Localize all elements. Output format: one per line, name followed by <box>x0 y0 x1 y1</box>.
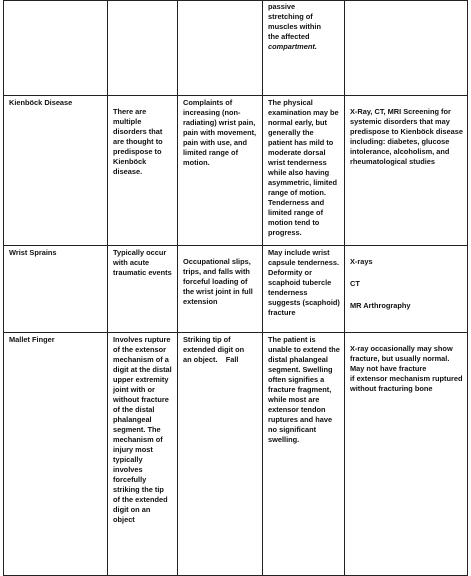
exam-line: range of motion. <box>268 188 326 197</box>
risk-line: typically <box>113 455 143 464</box>
risk-line: joint with or <box>113 385 155 394</box>
cell-condition <box>4 333 108 576</box>
exam-line: swelling. <box>268 435 300 444</box>
risk-line: of the distal <box>113 405 155 414</box>
risk-line: segment. The <box>113 425 161 434</box>
cell-condition-empty <box>4 1 108 96</box>
diagnostics-line: May not have fracture <box>350 364 427 373</box>
risk-line: Kienböck <box>113 157 147 166</box>
cell-risk <box>108 246 178 333</box>
exam-line: fracture <box>268 308 296 317</box>
risk-line: forcefully <box>113 475 147 484</box>
table-row-kienbock <box>4 96 468 246</box>
cell-diagnostics <box>345 246 468 333</box>
risk-line: object <box>113 515 135 524</box>
presentation-line: trips, and falls with <box>183 267 250 276</box>
exam-line: The physical <box>268 98 313 107</box>
cell-risk-empty <box>108 1 178 96</box>
exam-line: the affected <box>268 32 310 41</box>
exam-line: ruptures and have <box>268 415 333 424</box>
presentation-line: radiating) wrist pain, <box>183 118 256 127</box>
risk-line: of the extensor <box>113 345 166 354</box>
diagnostics-line: predispose to Kienböck disease <box>350 127 463 136</box>
risk-line: striking the tip <box>113 485 164 494</box>
risk-line: multiple <box>113 117 142 126</box>
presentation-line: pain with movement, <box>183 128 257 137</box>
cell-presentation-empty <box>178 1 263 96</box>
diagnostics-line: including: diabetes, glucose <box>350 137 450 146</box>
diagnostics-line: CT <box>350 279 360 288</box>
exam-line: stretching of <box>268 12 313 21</box>
presentation-line: the wrist joint in full <box>183 287 253 296</box>
condition-name: Wrist Sprains <box>9 248 57 257</box>
diagnostics-line: X-rays <box>350 257 373 266</box>
diagnostics-line: intolerance, alcoholism, and <box>350 147 450 156</box>
presentation-line: motion. <box>183 158 210 167</box>
risk-line: are thought to <box>113 137 163 146</box>
exam-line: progress. <box>268 228 302 237</box>
presentation-line: extension <box>183 297 218 306</box>
risk-line: phalangeal <box>113 415 152 424</box>
cell-risk <box>108 96 178 246</box>
cell-presentation <box>178 96 263 246</box>
condition-name: Mallet Finger <box>9 335 55 344</box>
exam-line: segment. Swelling <box>268 365 333 374</box>
cell-diagnostics <box>345 333 468 576</box>
risk-line: mechanism of a <box>113 355 169 364</box>
diagnostics-line: rheumatological studies <box>350 157 436 166</box>
cell-condition <box>4 246 108 333</box>
presentation-line: an object. Fall <box>183 355 239 364</box>
exam-line: Deformity or <box>268 268 312 277</box>
presentation-line: extended digit on <box>183 345 245 354</box>
exam-line: extensor tendon <box>268 405 326 414</box>
exam-line: often signifies a <box>268 375 325 384</box>
diagnostics-line: without fracturing bone <box>350 384 433 393</box>
exam-line: while also having <box>268 168 330 177</box>
table-row-continuation <box>4 1 468 96</box>
risk-line: with acute <box>113 258 150 267</box>
risk-line: disease. <box>113 167 143 176</box>
cell-exam-continued <box>263 1 345 96</box>
presentation-line: forceful loading of <box>183 277 248 286</box>
exam-line: patient has mild to <box>268 138 334 147</box>
table-row-mallet-finger <box>4 333 468 576</box>
risk-line: digit at the distal <box>113 365 172 374</box>
cell-exam <box>263 333 345 576</box>
condition-name: Kienböck Disease <box>9 98 73 107</box>
risk-line: involves <box>113 465 143 474</box>
risk-line: digit on an <box>113 505 151 514</box>
presentation-line: limited range of <box>183 148 239 157</box>
risk-line: without fracture <box>113 395 169 404</box>
risk-line: predispose to <box>113 147 162 156</box>
exam-line: muscles within <box>268 22 321 31</box>
exam-line: passive <box>268 2 296 11</box>
exam-line: no significant <box>268 425 317 434</box>
exam-line: wrist tenderness <box>268 158 327 167</box>
presentation-line: Striking tip of <box>183 335 231 344</box>
cell-presentation <box>178 333 263 576</box>
exam-line: while most are <box>268 395 320 404</box>
table-row-wrist-sprains <box>4 246 468 333</box>
cell-diagnostics-empty <box>345 1 468 96</box>
cell-exam <box>263 246 345 333</box>
presentation-line: Occupational slips, <box>183 257 251 266</box>
exam-line: Tenderness and <box>268 198 325 207</box>
risk-line: mechanism of <box>113 435 163 444</box>
exam-italic-term: compartment. <box>268 42 317 51</box>
presentation-line: Complaints of <box>183 98 233 107</box>
exam-line: moderate dorsal <box>268 148 326 157</box>
cell-presentation <box>178 246 263 333</box>
risk-line: injury most <box>113 445 153 454</box>
diagnostics-line: fracture, but usually normal. <box>350 354 450 363</box>
presentation-line: pain with use, and <box>183 138 248 147</box>
exam-line: May include wrist <box>268 248 330 257</box>
exam-line: scaphoid tubercle <box>268 278 332 287</box>
cell-condition <box>4 96 108 246</box>
clinical-reference-table <box>3 0 468 576</box>
exam-line: generally the <box>268 128 314 137</box>
risk-line: Involves rupture <box>113 335 171 344</box>
risk-line: of the extended <box>113 495 168 504</box>
risk-line: disorders that <box>113 127 163 136</box>
cell-risk <box>108 333 178 576</box>
exam-line: examination may be <box>268 108 339 117</box>
diagnostics-line: MR Arthrography <box>350 301 411 310</box>
risk-line: There are <box>113 107 147 116</box>
presentation-line: increasing (non- <box>183 108 241 117</box>
exam-line: normal early, but <box>268 118 328 127</box>
exam-line: suggests (scaphoid) <box>268 298 340 307</box>
diagnostics-line: X-Ray, CT, MRI Screening for <box>350 107 451 116</box>
exam-line: motion tend to <box>268 218 320 227</box>
exam-line: The patient is <box>268 335 316 344</box>
exam-line: capsule tenderness. <box>268 258 340 267</box>
diagnostics-line: if extensor mechanism ruptured <box>350 374 463 383</box>
diagnostics-line: X-ray occasionally may show <box>350 344 453 353</box>
exam-line: fracture fragment, <box>268 385 332 394</box>
diagnostics-line: systemic disorders that may <box>350 117 450 126</box>
risk-line: Typically occur <box>113 248 167 257</box>
exam-line: distal phalangeal <box>268 355 328 364</box>
exam-line: tenderness <box>268 288 308 297</box>
cell-diagnostics <box>345 96 468 246</box>
risk-line: traumatic events <box>113 268 172 277</box>
exam-line: asymmetric, limited <box>268 178 338 187</box>
cell-exam <box>263 96 345 246</box>
exam-line: limited range of <box>268 208 324 217</box>
risk-line: upper extremity <box>113 375 169 384</box>
exam-line: unable to extend the <box>268 345 340 354</box>
